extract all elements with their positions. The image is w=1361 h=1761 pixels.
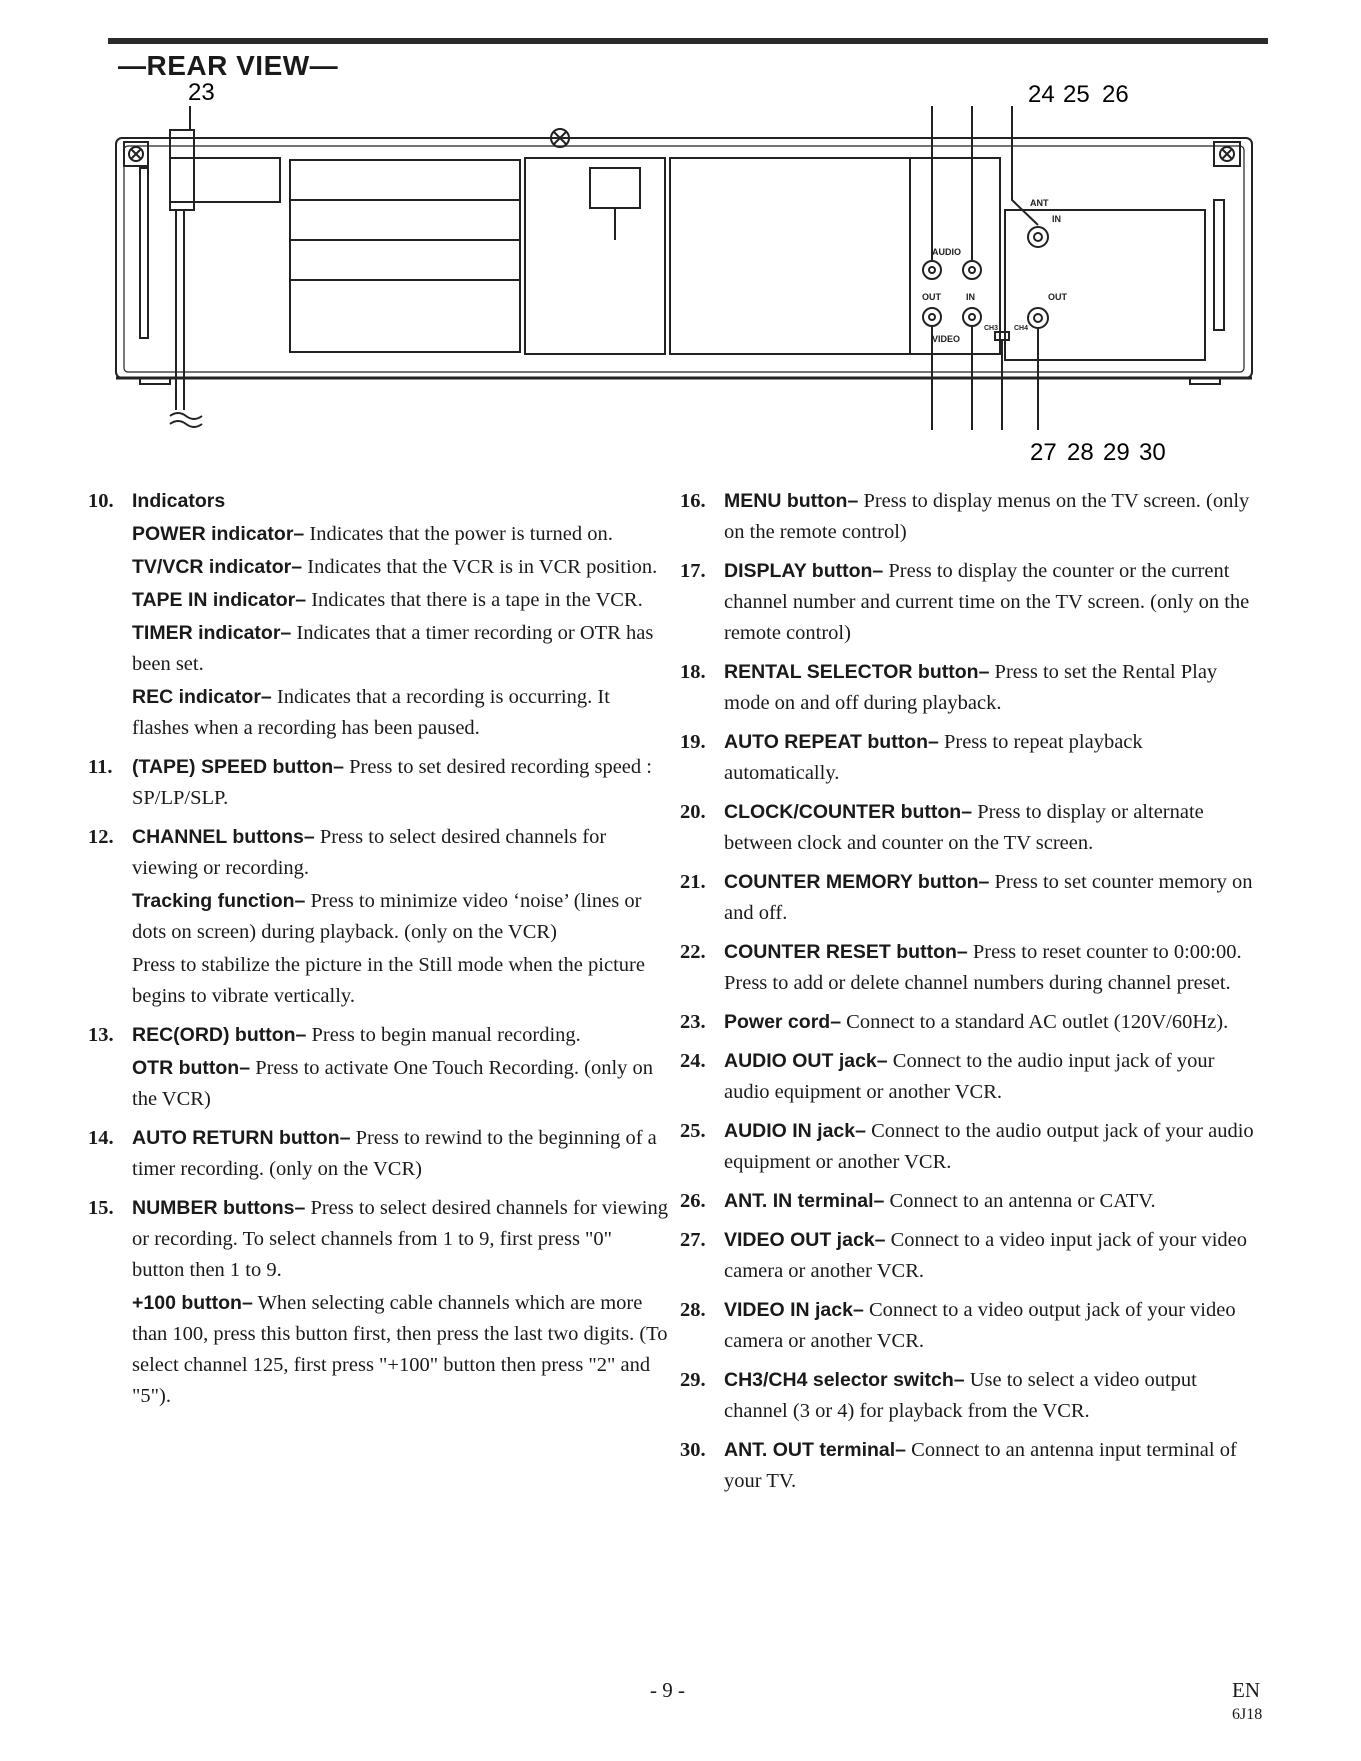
item-description: Connect to the audio output jack of your audio equipment or another VCR. xyxy=(724,1120,1254,1173)
item-number: 16. xyxy=(680,490,706,512)
item-description: Press to begin manual recording. xyxy=(306,1024,581,1046)
ant-out-terminal xyxy=(1028,308,1048,328)
item-description: Press to select desired channels for viewing or recording. To select channels from 1 to 9, first press "0" button then 1 to 9. xyxy=(132,1197,668,1281)
left-column xyxy=(88,486,668,1420)
callout-29: 29 xyxy=(1103,439,1130,466)
sub-item xyxy=(132,519,668,550)
item-description: Use to select a video output channel (3 or 4) for playback from the VCR. xyxy=(724,1369,1197,1422)
sub-item-label: TIMER indicator– xyxy=(132,622,292,644)
out-label: OUT xyxy=(922,292,941,302)
item-label: ANT. OUT terminal– xyxy=(724,1439,907,1461)
document-code: 6J18 xyxy=(1232,1706,1263,1723)
list-item xyxy=(680,1007,1260,1038)
right-column xyxy=(680,486,1260,1505)
item-label: CHANNEL buttons– xyxy=(132,826,315,848)
item-label: RENTAL SELECTOR button– xyxy=(724,661,990,683)
item-description: Press to set the Rental Play mode on and off during playback. xyxy=(724,661,1218,714)
ant-out-label: OUT xyxy=(1048,292,1067,302)
item-description: Press to rewind to the beginning of a timer recording. (only on the VCR) xyxy=(132,1127,657,1180)
list-item xyxy=(88,486,668,744)
item-label: MENU button– xyxy=(724,490,859,512)
ant-in-label: IN xyxy=(1052,214,1061,224)
list-item xyxy=(680,1116,1260,1178)
list-item xyxy=(88,1193,668,1412)
item-text xyxy=(724,1046,1260,1108)
list-item xyxy=(680,1046,1260,1108)
audio-label: AUDIO xyxy=(932,247,961,257)
sub-item-label: +100 button– xyxy=(132,1292,253,1314)
item-description: Press to display or alternate between clock and counter on the TV screen. xyxy=(724,801,1204,854)
item-text xyxy=(724,486,1260,548)
list-item xyxy=(88,1020,668,1115)
item-number: 27. xyxy=(680,1229,706,1251)
item-description: Press to set counter memory on and off. xyxy=(724,871,1253,924)
callout-26: 26 xyxy=(1102,81,1129,108)
item-text xyxy=(132,486,668,517)
sub-item xyxy=(132,886,668,948)
item-text xyxy=(724,867,1260,929)
list-item xyxy=(680,657,1260,719)
item-number: 14. xyxy=(88,1127,114,1149)
vcr-body xyxy=(116,129,1252,384)
list-item xyxy=(680,1435,1260,1497)
sub-item-label: OTR button– xyxy=(132,1057,251,1079)
item-label: AUTO RETURN button– xyxy=(132,1127,351,1149)
callout-27: 27 xyxy=(1030,439,1057,466)
item-number: 12. xyxy=(88,826,114,848)
top-rule xyxy=(108,38,1268,44)
item-description: Connect to an antenna input terminal of your TV. xyxy=(724,1439,1237,1492)
item-number: 28. xyxy=(680,1299,706,1321)
item-description: Press to reset counter to 0:00:00. Press to add or delete channel numbers during channel preset. xyxy=(724,941,1242,994)
list-item xyxy=(680,1365,1260,1427)
item-number: 23. xyxy=(680,1011,706,1033)
item-label: AUTO REPEAT button– xyxy=(724,731,939,753)
rear-panel-diagram xyxy=(110,80,1260,480)
item-label: NUMBER buttons– xyxy=(132,1197,306,1219)
video-out-jack xyxy=(923,308,941,326)
sub-item-label: REC indicator– xyxy=(132,686,272,708)
callout-25: 25 xyxy=(1063,81,1090,108)
sub-item-description: Indicates that the power is turned on. xyxy=(304,523,613,545)
sub-item-label: TV/VCR indicator– xyxy=(132,556,303,578)
item-description: Press to display the counter or the current channel number and current time on the TV screen. (only on the remote control) xyxy=(724,560,1250,644)
sub-item-description: Indicates that there is a tape in the VCR. xyxy=(306,589,643,611)
item-description: Press to repeat playback automatically. xyxy=(724,731,1143,784)
item-number: 26. xyxy=(680,1190,706,1212)
list-item xyxy=(680,797,1260,859)
list-item xyxy=(680,486,1260,548)
item-number: 17. xyxy=(680,560,706,582)
video-in-jack xyxy=(963,308,981,326)
item-label: COUNTER MEMORY button– xyxy=(724,871,990,893)
sub-item-label: TAPE IN indicator– xyxy=(132,589,307,611)
item-description: Press to select desired channels for viewing or recording. xyxy=(132,826,607,879)
item-text xyxy=(132,822,668,884)
item-number: 18. xyxy=(680,661,706,683)
list-item xyxy=(680,556,1260,649)
item-label: AUDIO OUT jack– xyxy=(724,1050,888,1072)
item-description: Connect to a video output jack of your video camera or another VCR. xyxy=(724,1299,1236,1352)
item-text xyxy=(132,1020,668,1051)
item-text xyxy=(724,657,1260,719)
in-label: IN xyxy=(966,292,975,302)
list-item xyxy=(88,752,668,814)
sub-item-description: Press to activate One Touch Recording. (only on the VCR) xyxy=(132,1057,654,1110)
item-description: Press to display menus on the TV screen. (only on the remote control) xyxy=(724,490,1250,543)
item-text xyxy=(724,937,1260,999)
item-text xyxy=(724,727,1260,789)
item-label: (TAPE) SPEED button– xyxy=(132,756,344,778)
rear-view-title: —REAR VIEW— xyxy=(118,50,339,81)
list-item xyxy=(680,937,1260,999)
item-label: REC(ORD) button– xyxy=(132,1024,307,1046)
item-number: 11. xyxy=(88,756,113,778)
audio-out-jack xyxy=(923,261,941,279)
item-number: 24. xyxy=(680,1050,706,1072)
sub-item-description: Indicates that a recording is occurring. It flashes when a recording has been paused. xyxy=(132,686,610,739)
list-item xyxy=(680,727,1260,789)
item-number: 29. xyxy=(680,1369,706,1391)
list-item xyxy=(88,822,668,1012)
sub-item xyxy=(132,552,668,583)
item-text xyxy=(132,1193,668,1286)
item-label: DISPLAY button– xyxy=(724,560,884,582)
item-text xyxy=(724,1007,1260,1038)
sub-item-description: Indicates that a timer recording or OTR has been set. xyxy=(132,622,654,675)
item-description: Connect to a video input jack of your video camera or another VCR. xyxy=(724,1229,1247,1282)
sub-item-description: Press to stabilize the picture in the Still mode when the picture begins to vibrate vertically. xyxy=(132,954,645,1007)
item-description: Connect to the audio input jack of your audio equipment or another VCR. xyxy=(724,1050,1215,1103)
item-description: Press to set desired recording speed : SP/LP/SLP. xyxy=(132,756,652,809)
video-label: VIDEO xyxy=(932,334,961,344)
item-number: 13. xyxy=(88,1024,114,1046)
item-number: 10. xyxy=(88,490,114,512)
sub-item xyxy=(132,585,668,616)
item-text xyxy=(724,1365,1260,1427)
callout-24: 24 xyxy=(1028,81,1055,108)
audio-in-jack xyxy=(963,261,981,279)
page-number: - 9 - xyxy=(650,1678,685,1702)
list-item xyxy=(680,1186,1260,1217)
item-number: 21. xyxy=(680,871,706,893)
item-label: COUNTER RESET button– xyxy=(724,941,968,963)
sub-item xyxy=(132,1288,668,1412)
language-code: EN xyxy=(1232,1678,1260,1702)
sub-item xyxy=(132,1053,668,1115)
jack-labels xyxy=(922,198,1068,344)
ch4-label: CH4 xyxy=(1014,325,1029,332)
list-item xyxy=(680,1295,1260,1357)
ant-label: ANT xyxy=(1030,198,1049,208)
item-text xyxy=(724,1116,1260,1178)
item-number: 25. xyxy=(680,1120,706,1142)
item-text xyxy=(724,556,1260,649)
sub-item xyxy=(132,618,668,680)
item-description: Connect to a standard AC outlet (120V/60Hz). xyxy=(841,1011,1229,1033)
item-description: Connect to an antenna or CATV. xyxy=(884,1190,1156,1212)
item-number: 15. xyxy=(88,1197,114,1219)
callout-23: 23 xyxy=(188,80,215,106)
item-text xyxy=(724,1186,1260,1217)
ch3-label: CH3 xyxy=(984,325,999,332)
sub-item xyxy=(132,950,668,1012)
item-label: CLOCK/COUNTER button– xyxy=(724,801,973,823)
ant-in-terminal xyxy=(1028,227,1048,247)
item-text xyxy=(132,1123,668,1185)
item-text xyxy=(132,752,668,814)
sub-item xyxy=(132,682,668,744)
list-item xyxy=(680,867,1260,929)
sub-item-label: POWER indicator– xyxy=(132,523,305,545)
item-text xyxy=(724,1295,1260,1357)
item-label: Indicators xyxy=(132,490,226,512)
sub-item-description: When selecting cable channels which are more than 100, press this button first, then press the last two digits. (To select channel 125, first press "+100" button then press "2" and "5"). xyxy=(132,1292,668,1407)
item-number: 22. xyxy=(680,941,706,963)
callout-28: 28 xyxy=(1067,439,1094,466)
item-label: Power cord– xyxy=(724,1011,842,1033)
sub-item-description: Press to minimize video ‘noise’ (lines or dots on screen) during playback. (only on the VCR) xyxy=(132,890,642,943)
item-text xyxy=(724,797,1260,859)
list-item xyxy=(88,1123,668,1185)
jack-panel xyxy=(923,106,1048,430)
sub-item-label: Tracking function– xyxy=(132,890,306,912)
item-number: 30. xyxy=(680,1439,706,1461)
callout-30: 30 xyxy=(1139,439,1166,466)
list-item xyxy=(680,1225,1260,1287)
item-label: ANT. IN terminal– xyxy=(724,1190,885,1212)
item-label: CH3/CH4 selector switch– xyxy=(724,1369,965,1391)
item-text xyxy=(724,1225,1260,1287)
item-label: AUDIO IN jack– xyxy=(724,1120,866,1142)
sub-item-description: Indicates that the VCR is in VCR position. xyxy=(302,556,658,578)
ch3-ch4-switch xyxy=(995,332,1009,340)
item-text xyxy=(724,1435,1260,1497)
item-number: 20. xyxy=(680,801,706,823)
item-number: 19. xyxy=(680,731,706,753)
item-label: VIDEO OUT jack– xyxy=(724,1229,886,1251)
item-label: VIDEO IN jack– xyxy=(724,1299,864,1321)
